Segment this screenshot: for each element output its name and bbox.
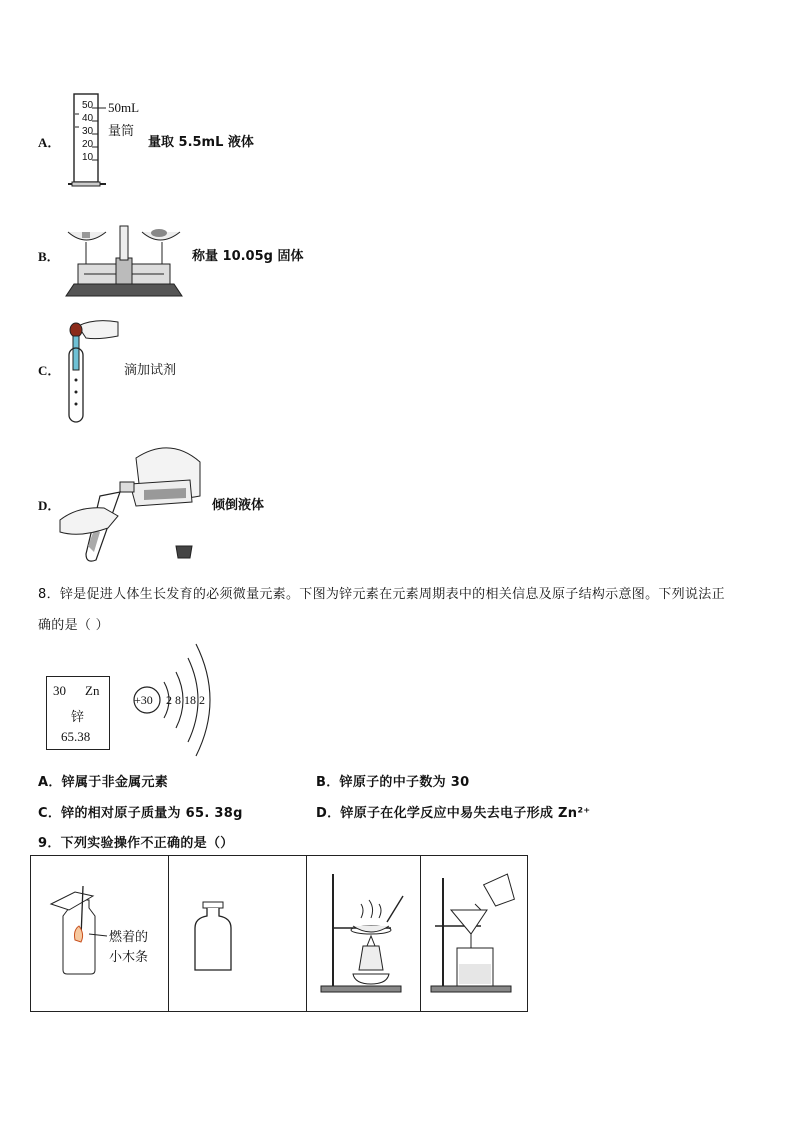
q8-choice-c-text: 锌的相对原子质量为 65. 38g [61,806,243,821]
divider [168,856,169,1011]
electron-shells: 2 8 18 2 [166,693,205,707]
q8-choice-d-text: 锌原子在化学反应中易失去电子形成 Zn²⁺ [340,806,591,821]
cylinder-tick-50: 50 [82,100,94,111]
q9-stem: 9．下列实验操作不正确的是（） [38,836,234,851]
panel-filtration-setup [429,874,523,996]
panel-evaporation-setup [321,874,411,996]
option-b-text: 称量 10.05g 固体 [192,249,304,264]
q8-stem-line2: 确的是（ ） [38,618,109,633]
cylinder-name-label: 量筒 [108,124,135,139]
cylinder-tick-30: 30 [82,126,94,137]
pouring-liquid-figure [60,436,210,566]
q8-choice-c [38,802,243,821]
option-a-text: 量取 5.5mL 液体 [148,135,254,150]
splint-label-line2: 小木条 [109,950,149,965]
cylinder-tick-40: 40 [82,113,94,124]
divider [306,856,307,1011]
q8-choice-b [316,771,469,790]
divider [420,856,421,1011]
q8-choice-b-text: 锌原子的中子数为 30 [339,775,470,790]
element-name: 锌 [71,710,85,725]
panel-gas-bottle-splint [45,886,165,986]
q8-stem-line1: 8．锌是促进人体生长发育的必须微量元素。下图为锌元素在元素周期表中的相关信息及原子结构示意图。下列说法正 [38,587,725,602]
periodic-table-cell [46,676,110,750]
atomic-number: 30 [53,683,66,698]
q8-choice-a-text: 锌属于非金属元素 [61,775,169,790]
option-b-letter: B． [38,249,60,264]
panel-reagent-bottle [191,900,251,976]
balance-scale-figure [64,218,184,300]
cylinder-tick-10: 10 [82,152,94,163]
q8-choice-a [38,771,168,790]
q8-choice-b-letter: B． [316,775,340,790]
q8-choice-a-letter: A． [38,775,62,790]
graduated-cylinder-figure [66,88,146,192]
element-symbol: Zn [85,683,100,698]
q9-figure-table [30,855,528,1012]
q8-choice-c-letter: C． [38,806,62,821]
option-a-letter: A． [38,135,61,150]
option-c-text: 滴加试剂 [124,363,177,378]
option-d-text: 倾倒液体 [212,498,265,513]
splint-label-line1: 燃着的 [109,930,149,945]
nucleus-charge: +30 [134,693,153,707]
q8-choice-d [316,802,590,821]
cylinder-capacity-label: 50mL [108,100,140,115]
cylinder-tick-20: 20 [82,139,94,150]
atomic-structure-diagram [130,636,220,766]
atomic-mass: 65.38 [61,729,91,744]
q8-choice-d-letter: D． [316,806,341,821]
dropper-figure [64,318,124,426]
option-c-letter: C． [38,363,61,378]
option-d-letter: D． [38,498,61,513]
